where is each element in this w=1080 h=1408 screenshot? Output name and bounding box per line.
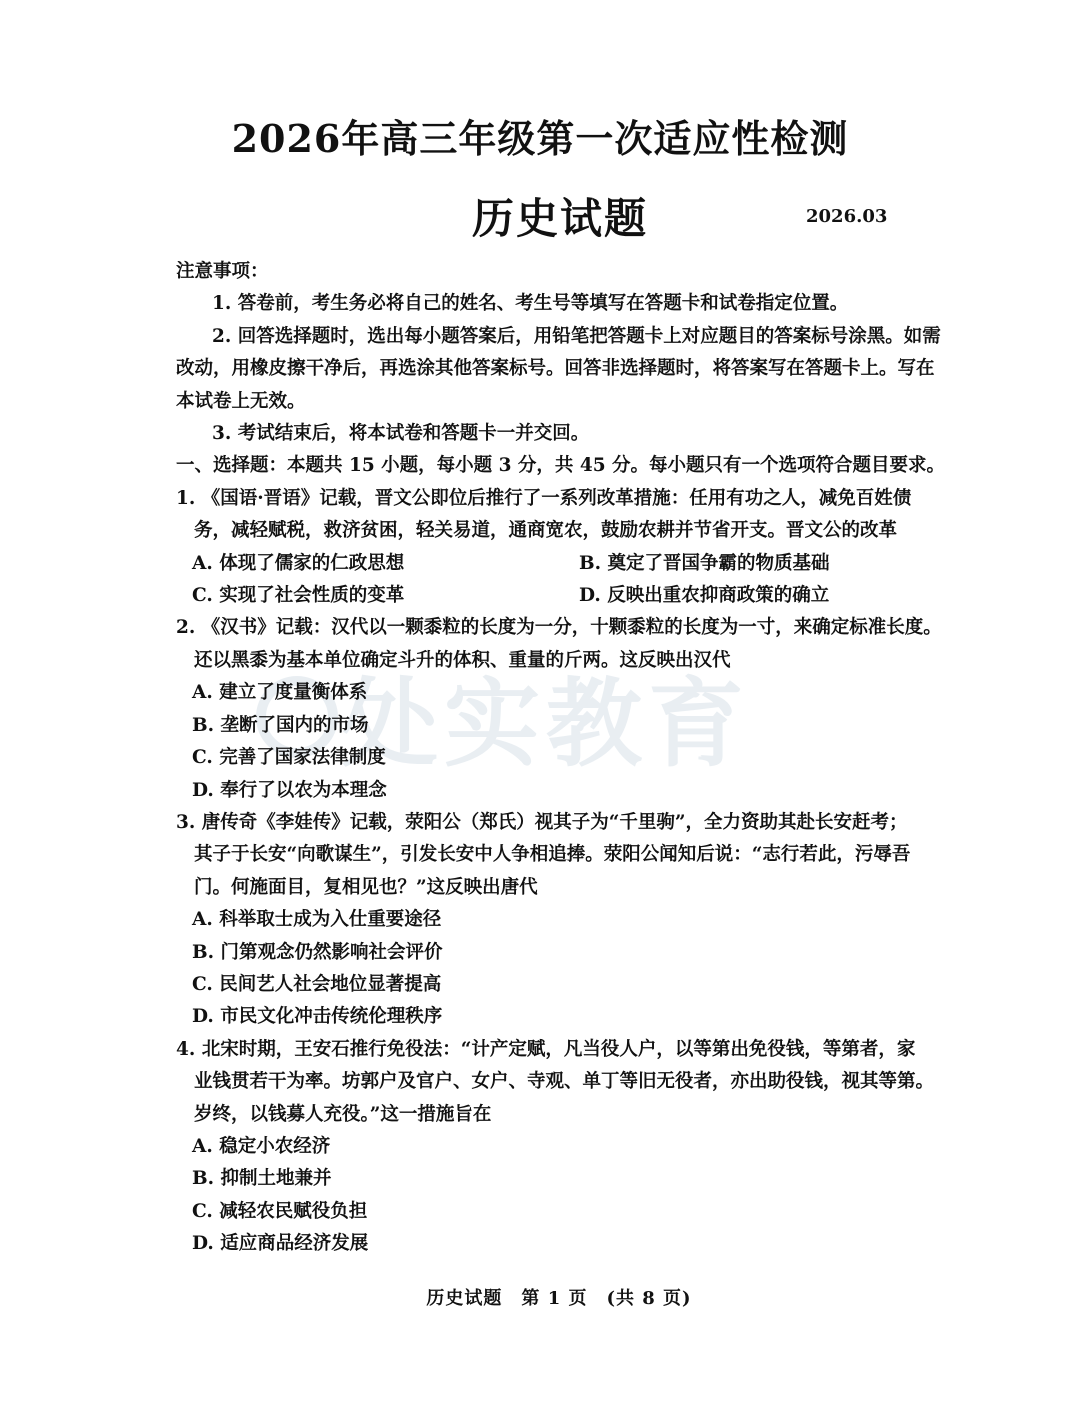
option-c: C. 完善了国家法律制度: [192, 747, 386, 769]
exam-title: 2026年高三年级第一次适应性检测: [231, 116, 849, 161]
option-row: [176, 548, 966, 580]
option-c: C. 减轻农民赋役负担: [192, 1200, 368, 1222]
option-d: D. 反映出重农抑商政策的确立: [579, 585, 830, 607]
option-b: B. 垄断了国内的市场: [192, 714, 369, 736]
page-footer: 历史试题 第 1 页 (共 8 页): [426, 1288, 692, 1309]
question-1: [176, 483, 966, 613]
watermark-text: 处实教育: [342, 668, 750, 780]
notice-heading: 注意事项：: [176, 261, 269, 282]
subject-title: 历史试题: [471, 194, 648, 243]
question-text: 2. 《汉书》记载：汉代以一颗黍粒的长度为一分，十颗黍粒的长度为一寸，来确定标准长度。: [176, 617, 942, 639]
option-b: B. 门第观念仍然影响社会评价: [192, 941, 443, 963]
question-text: 还以黑黍为基本单位确定斗升的体积、重量的斤两。这反映出汉代: [194, 649, 731, 671]
question-text: 门。何施面目，复相见也？”这反映出唐代: [194, 876, 538, 898]
option-b: B. 抑制土地兼并: [192, 1168, 332, 1190]
question-text: 其子于长安“向歌谋生”，引发长安中人争相追捧。荥阳公闻知后说：“志行若此，污辱吾: [194, 844, 911, 866]
question-text: 务，减轻赋税，救济贫困，轻关易道，通商宽农，鼓励农耕并节省开支。晋文公的改革: [194, 520, 898, 542]
option-a: A. 稳定小农经济: [192, 1135, 331, 1157]
option-b: B. 奠定了晋国争霸的物质基础: [579, 552, 830, 574]
option-a: A. 科举取士成为入仕重要途径: [192, 909, 442, 931]
notice-line: 3. 考试结束后，将本试卷和答题卡一并交回。: [212, 423, 590, 445]
notice-line: 改动，用橡皮擦干净后，再选涂其他答案标号。回答非选择题时，将答案写在答题卡上。写在: [176, 358, 935, 380]
exam-body: [176, 256, 966, 1261]
section-heading: 一、选择题：本题共 15 小题，每小题 3 分，共 45 分。每小题只有一个选项符合题目要求。: [176, 455, 946, 477]
option-a: A. 建立了度量衡体系: [192, 682, 368, 704]
option-a: A. 体现了儒家的仁政思想: [192, 552, 405, 574]
question-2: [176, 612, 966, 806]
question-3: [176, 807, 966, 1034]
question-text: 4. 北宋时期，王安石推行免役法：“计产定赋，凡当役人户，以等第出免役钱，等第者，家: [176, 1038, 916, 1060]
notice-line: 本试卷上无效。: [176, 390, 306, 412]
notice-line: 2. 回答选择题时，选出每小题答案后，用铅笔把答题卡上对应题目的答案标号涂黑。如需: [212, 325, 941, 347]
option-d: D. 市民文化冲击传统伦理秩序: [192, 1006, 443, 1028]
question-text: 1. 《国语·晋语》记载，晋文公即位后推行了一系列改革措施：任用有功之人，减免百姓债: [176, 487, 912, 509]
question-text: 业钱贯若干为率。坊郭户及官户、女户、寺观、单丁等旧无役者，亦出助役钱，视其等第。: [194, 1071, 935, 1093]
exam-date: 2026.03: [806, 206, 888, 227]
option-d: D. 奉行了以农为本理念: [192, 779, 387, 801]
question-text: 3. 唐传奇《李娃传》记载，荥阳公（郑氏）视其子为“千里驹”，全力资助其赴长安赶考；: [176, 811, 908, 833]
option-d: D. 适应商品经济发展: [192, 1233, 369, 1255]
question-4: [176, 1034, 966, 1261]
notice-line: 1. 答卷前，考生务必将自己的姓名、考生号等填写在答题卡和试卷指定位置。: [212, 293, 849, 315]
question-text: 岁终，以钱募人充役。”这一措施旨在: [194, 1103, 492, 1125]
option-row: [176, 580, 966, 612]
option-c: C. 实现了社会性质的变革: [192, 585, 405, 607]
option-c: C. 民间艺人社会地位显著提高: [192, 973, 442, 995]
